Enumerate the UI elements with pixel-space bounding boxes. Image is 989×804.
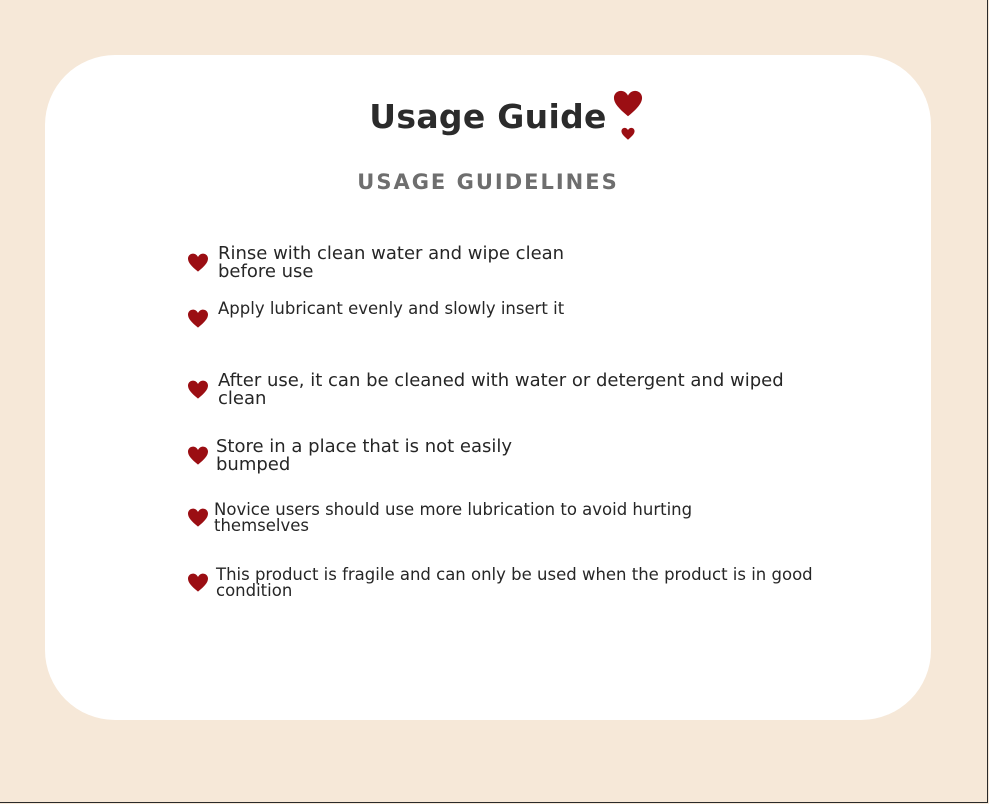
list-item	[187, 438, 527, 473]
title-area	[45, 97, 931, 136]
usage-guide-card	[45, 55, 931, 720]
heart-icon	[187, 253, 209, 273]
heart-icon	[187, 309, 209, 329]
item-text: Store in a place that is not easily bumped	[216, 436, 513, 475]
heart-icon	[187, 508, 209, 528]
heart-icon	[187, 380, 209, 400]
heart-icon	[187, 573, 209, 593]
page-subtitle: USAGE GUIDELINES	[357, 170, 619, 194]
list-item	[187, 245, 567, 280]
page-title: Usage Guide	[369, 97, 607, 136]
item-text: After use, it can be cleaned with water or detergent and wiped clean	[218, 370, 784, 409]
heart-icon-small	[621, 127, 635, 141]
heart-icon-large	[613, 89, 643, 119]
list-item	[187, 372, 797, 407]
item-text: Apply lubricant evenly and slowly insert it	[218, 298, 565, 318]
item-text: Novice users should use more lubrication to avoid hurting themselves	[214, 500, 693, 536]
list-item	[187, 502, 717, 534]
list-item	[187, 298, 607, 329]
list-item	[187, 567, 837, 599]
item-text: Rinse with clean water and wipe clean before use	[218, 243, 565, 282]
item-text: This product is fragile and can only be used when the product is in good condition	[216, 565, 813, 601]
page-title-container	[369, 97, 606, 136]
heart-icon	[187, 446, 209, 466]
